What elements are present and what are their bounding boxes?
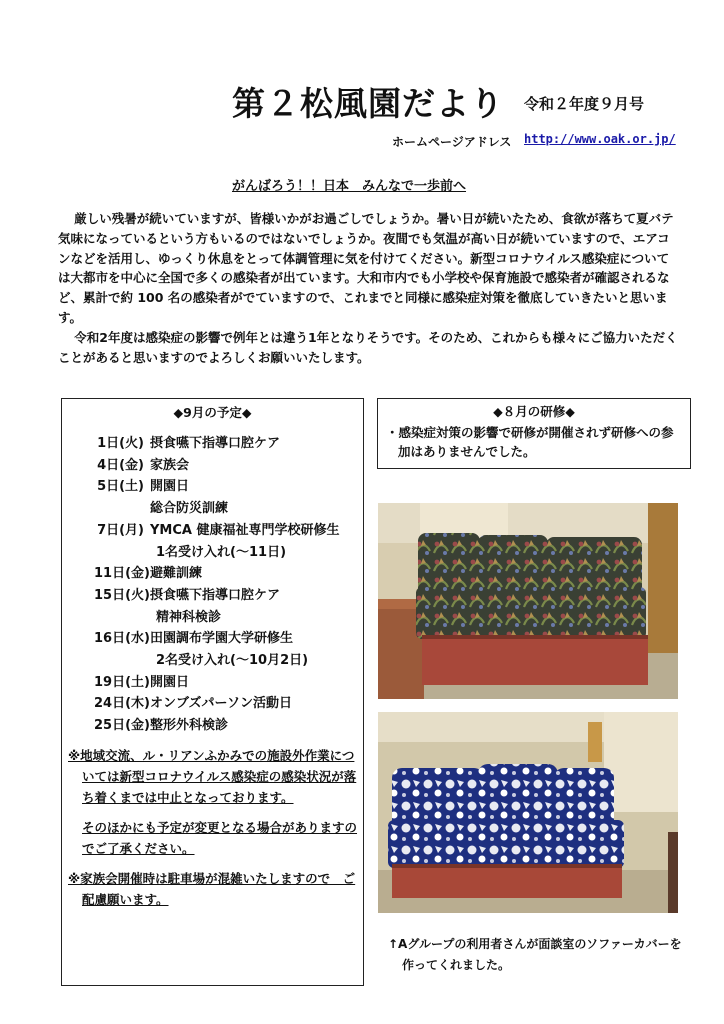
training-text: ・感染症対策の影響で研修が開催されず研修への参加はありませんでした。 — [386, 425, 674, 459]
schedule-date: 16日(水) — [94, 631, 150, 647]
schedule-box — [61, 398, 364, 986]
schedule-row — [68, 563, 357, 585]
schedule-continuation: 精神科検診 — [156, 609, 222, 625]
sofa-photo-1-image — [378, 503, 678, 699]
schedule-continuation: 1名受け入れ(～11日) — [156, 544, 287, 560]
intro-text — [58, 209, 680, 367]
schedule-continuation: 2名受け入れ(～10月2日) — [156, 653, 309, 669]
training-box — [377, 398, 691, 469]
schedule-row — [68, 585, 357, 607]
schedule-desc: 摂食嚥下指導口腔ケア — [150, 436, 281, 451]
training-title: ◆８月の研修◆ — [493, 404, 575, 419]
sofa-photo-2 — [378, 712, 678, 913]
issue-label: 令和２年度９月号 — [524, 95, 645, 113]
note-schedule-change: そのほかにも予定が変更となる場合がありますのでご了承ください。 — [82, 819, 358, 856]
schedule-row — [68, 433, 357, 455]
schedule-date: 15日(火) — [94, 587, 150, 603]
schedule-date: 19日(土) — [94, 674, 150, 690]
schedule-date: 25日(金) — [94, 718, 150, 734]
schedule-date: 1日(火) — [97, 436, 144, 451]
schedule-continuation: 総合防災訓練 — [150, 501, 229, 517]
schedule-date: 7日(月) — [97, 522, 144, 538]
schedule-date: 24日(木) — [94, 696, 150, 712]
photo-caption: ↑Aグループの利用者さんが面談室のソファーカバーを作ってくれました。 — [388, 937, 682, 972]
schedule-desc: 田園調布学園大学研修生 — [150, 631, 294, 647]
schedule-date: 4日(金) — [97, 457, 144, 473]
schedule-row — [68, 628, 357, 650]
schedule-row — [68, 693, 357, 715]
schedule-row — [68, 672, 357, 694]
schedule-row — [68, 455, 357, 477]
intro-paragraph-1: 厳しい残暑が続いていますが、皆様いかがお過ごしでしょうか。暑い日が続いたため、食欲が落ちて夏バテ気味になっているという方もいるのではないでしょうか。夜間でも気温が高い日が続いていますので、エアコンなどを活用し、ゆっくり休息をとって体調管理に気を付けてください。新型コロナウイルス感染症については大都市を中心に全国で多くの感染者が出ています。大和市内でも小学校や保育施設で感染者が確認されるなど、累計で約 100 名の感染者がでていますので、これまでと同様に感染症対策を徹底していきたいと思います。 — [58, 211, 674, 325]
schedule-row — [68, 715, 357, 737]
slogan: がんばろう！！日本 みんなで一歩前へ — [232, 179, 467, 194]
homepage-label: ホームページアドレス — [392, 135, 512, 149]
schedule-date: 11日(金) — [94, 566, 150, 582]
note-parking: ※家族会開催時は駐車場が混雑いたしますので ご配慮願います。 — [68, 870, 356, 907]
newsletter-title: 第２松風園だより — [232, 84, 504, 123]
schedule-title: ◆9月の予定◆ — [173, 405, 252, 420]
schedule-desc: YMCA 健康福祉専門学校研修生 — [150, 522, 340, 538]
schedule-date: 5日(土) — [97, 479, 144, 495]
intro-paragraph-2: 令和2年度は感染症の影響で例年とは違う1年となりそうです。そのため、これからも様々にご協力いただくことがあると思いますのでよろしくお願いいたします。 — [58, 329, 678, 365]
schedule-desc: オンブズパーソン活動日 — [150, 696, 292, 712]
schedule-row — [68, 520, 357, 542]
schedule-desc: 整形外科検診 — [150, 718, 229, 734]
note-outside-work: ※地域交流、ル・リアンふかみでの施設外作業については新型コロナウイルス感染症の感染状況が落ち着くまでは中止となっております。 — [68, 747, 357, 805]
schedule-desc: 開園日 — [150, 674, 190, 690]
schedule-row — [68, 476, 357, 498]
schedule-desc: 避難訓練 — [150, 566, 203, 582]
schedule-desc: 開園日 — [150, 479, 190, 495]
schedule-notes — [68, 745, 357, 910]
sofa-photo-1 — [378, 503, 678, 699]
schedule-desc: 摂食嚥下指導口腔ケア — [150, 587, 281, 603]
schedule-desc: 家族会 — [150, 457, 190, 473]
homepage-link[interactable]: http://www.oak.or.jp/ — [524, 132, 676, 146]
sofa-photo-2-image — [378, 712, 678, 913]
